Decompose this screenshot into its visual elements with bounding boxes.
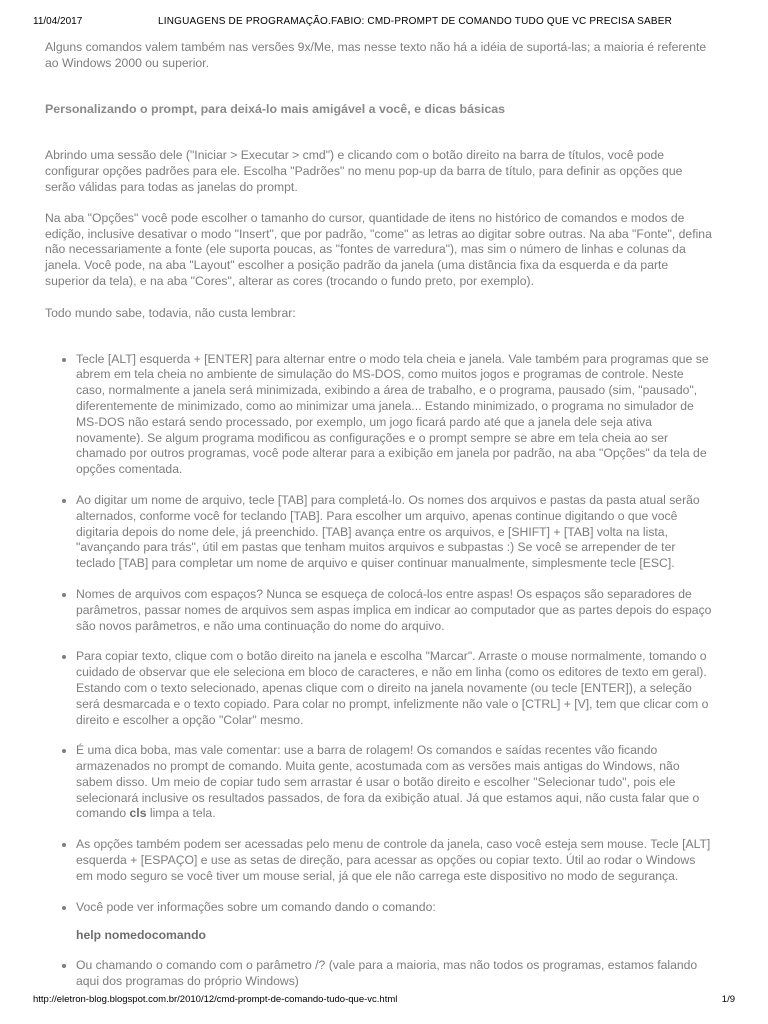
intro-paragraph: Alguns comandos valem também nas versões 9x/Me, mas nesse texto não há a idéia de suportá-las; a maioria é referente ao Windows 2000 ou superior. xyxy=(45,40,707,70)
cls-command: cls xyxy=(129,806,147,821)
section-heading: Personalizando o prompt, para deixá-lo mais amigável a você, e dicas básicas xyxy=(45,101,506,116)
help-command: help nomedocomando xyxy=(76,928,207,943)
tips-list-continued xyxy=(45,958,712,990)
print-footer xyxy=(33,994,735,1008)
list-item: Ao digitar um nome de arquivo, tecle [TAB] para completá-lo. Os nomes dos arquivos e pastas da pasta atual serão alternados, conforme você for teclando [TAB]. Para escolher um arquivo, apenas continue digitando o que você digitaria depois do nome dele, já preenchido. [TAB] avança entre os arquivos, e [SHIFT] + [TAB] volta na lista, "avançando para trás", útil em pastas que tenham muitos arquivos e subpastas :) Se você se arrepender de ter teclado [TAB] para completar um nome de arquivo e quiser continuar manualmente, simplesmente tecle [ESC]. xyxy=(76,493,712,572)
list-item xyxy=(76,743,712,822)
list-item: Ou chamando o comando com o parâmetro /? (vale para a maioria, mas não todos os programas, estamos falando aqui dos programas do próprio Windows) xyxy=(76,958,712,990)
list-item: Para copiar texto, clique com o botão direito na janela e escolha "Marcar". Arraste o mouse normalmente, tomando o cuidado de observar que ele seleciona em bloco de caracteres, e não em linha (como os editores de texto em geral). Estando com o texto selecionado, apenas clique com o direito na janela novamente (ou tecle [ENTER]), a seleção será desmarcada e o texto copiado. Para colar no prompt, infelizmente não vale o [CTRL] + [V], tem que clicar com o direito e escolher a opção "Colar" mesmo. xyxy=(76,649,712,728)
page-title: LINGUAGENS DE PROGRAMAÇÃO.FABIO: CMD-PROMPT DE COMANDO TUDO QUE VC PRECISA SABER xyxy=(158,16,673,27)
paragraph-1: Abrindo uma sessão dele ("Iniciar > Executar > cmd") e clicando com o botão direito na barra de títulos, você pode configurar opções padrões para ele. Escolha "Padrões" no menu pop-up da barra de título, para definir as opções que serão válidas para todas as janelas do prompt. xyxy=(45,148,683,194)
list-item: As opções também podem ser acessadas pelo menu de controle da janela, caso você esteja sem mouse. Tecle [ALT] esquerda + [ESPAÇO] e use as setas de direção, para acessar as opções ou copiar texto. Útil ao rodar o Windows em modo seguro se você tiver um mouse serial, já que ele não carrega este dispositivo no modo de segurança. xyxy=(76,837,711,883)
print-header xyxy=(33,16,735,30)
page-url: http://eletron-blog.blogspot.com.br/2010/12/cmd-prompt-de-comando-tudo-que-vc.html xyxy=(33,994,398,1005)
article-body xyxy=(45,40,712,1005)
paragraph-3: Todo mundo sabe, todavia, não custa lembrar: xyxy=(45,305,296,320)
print-date: 11/04/2017 xyxy=(33,16,83,27)
paragraph-2: Na aba "Opções" você pode escolher o tamanho do cursor, quantidade de itens no histórico de comandos e modos de edição, inclusive desativar o modo "Insert", que por padrão, "come" as letras ao digitar sobre outras. Na aba "Fonte", defina não necessariamente a fonte (ele suporta poucas, as "fontes de varredura"), mas sim o número de linhas e colunas da janela. Você pode, na aba "Layout" escolher a posição padrão da janela (uma distância fixa da esquerda e da parte superior da tela), e na aba "Cores", alterar as cores (trocando o fundo preto, por exemplo). xyxy=(45,210,712,288)
tip5-text: É uma dica boba, mas vale comentar: use a barra de rolagem! Os comandos e saídas recentes vão ficando armazenados no prompt de comando. Muita gente, acostumada com as versões mais antigas do Windows, não sabem disso. Um meio de copiar tudo sem arrastar é usar o botão direito e escolher "Selecionar tudo", pois ele selecionará inclusive os resultados passados, de fora da exibição atual. Já que estamos aqui, não custa falar que o comando xyxy=(76,743,700,821)
list-item: Você pode ver informações sobre um comando dando o comando: xyxy=(76,900,712,916)
page-number: 1/9 xyxy=(721,994,735,1005)
tips-list xyxy=(45,352,712,916)
tip5-text-end: limpa a tela. xyxy=(146,806,216,821)
list-item: Nomes de arquivos com espaços? Nunca se esqueça de colocá-los entre aspas! Os espaços são separadores de parâmetros, passar nomes de arquivos sem aspas implica em indicar ao computador que as partes depois do espaço são novos parâmetros, e não uma continuação do nome do arquivo. xyxy=(76,586,712,633)
list-item: Tecle [ALT] esquerda + [ENTER] para alternar entre o modo tela cheia e janela. Vale também para programas que se abrem em tela cheia no ambiente de simulação do MS-DOS, como muitos jogos e programas de controle. Neste caso, normalmente a janela será minimizada, exibindo a área de trabalho, e o programa, pausado (sim, "pausado", diferentemente de minimizado, como ao minimizar uma janela... Estando minimizado, o programa no simulador de MS-DOS não estará sendo processado, por exemplo, um jogo ficará pardo até que a janela dele seja ativa novamente). Se algum programa modificou as configurações e o prompt sempre se abre em tela cheia ao ser chamado por outros programas, você pode alterar para a exibição em janela por padrão, na aba "Opções" da tela de opções comentada. xyxy=(76,352,712,478)
